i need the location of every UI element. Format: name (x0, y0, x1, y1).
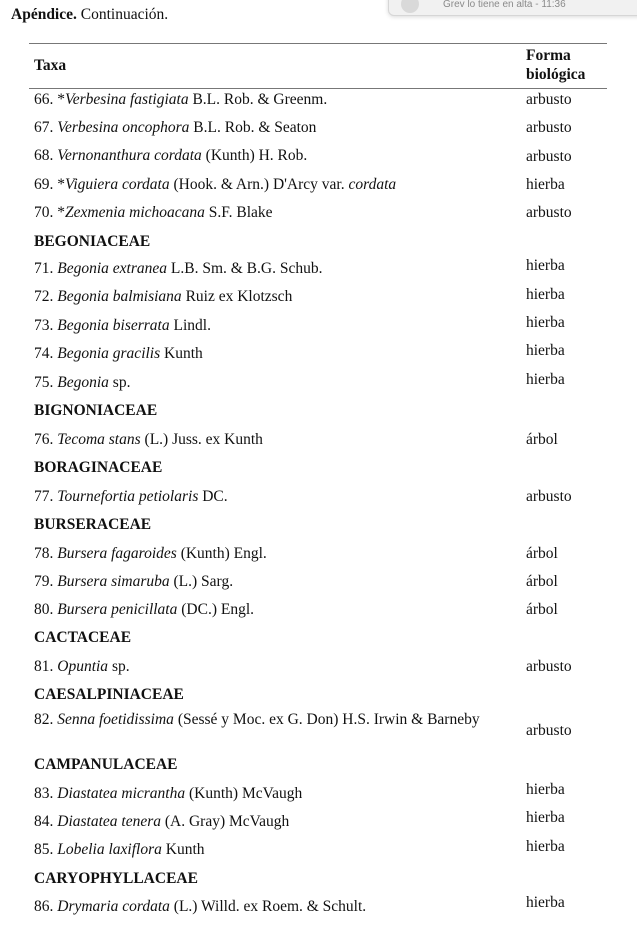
family-heading: BIGNONIACEAE (34, 402, 158, 419)
taxon-genus: Senna foetidissima (57, 711, 174, 728)
taxon-auth: (Kunth) H. Rob. (201, 147, 308, 164)
growth-form: hierba (526, 314, 565, 331)
taxon-row (34, 176, 396, 194)
growth-form: hierba (526, 176, 565, 193)
taxon-genus: Diastatea tenera (57, 813, 161, 830)
title-bold: Apéndice. (11, 6, 77, 23)
taxon-auth: Lindl. (169, 317, 211, 334)
growth-form: arbusto (526, 658, 572, 675)
growth-form: arbusto (526, 204, 572, 221)
family-heading: CAMPANULACEAE (34, 756, 178, 773)
taxon-auth: (L.) Juss. ex Kunth (140, 431, 263, 448)
taxon-genus: Verbesina fastigiata (65, 91, 189, 108)
page-title (11, 6, 168, 24)
taxon-num: 69. (34, 176, 58, 193)
taxon-genus: Verbesina oncophora (57, 119, 190, 136)
growth-form: árbol (526, 431, 558, 448)
taxon-auth: sp. (108, 374, 131, 391)
avatar-icon (401, 0, 419, 13)
taxon-num: 84. (34, 813, 58, 830)
taxon-row (34, 147, 307, 165)
taxon-num: 78. (34, 545, 58, 562)
taxon-auth: Kunth (161, 841, 205, 858)
taxon-pre: * (57, 204, 65, 221)
taxon-num: 79. (34, 573, 58, 590)
growth-form: hierba (526, 257, 565, 274)
taxon-genus: Begonia gracilis (57, 345, 161, 362)
taxon-genus: Bursera fagaroides (57, 545, 177, 562)
growth-form: arbusto (526, 488, 572, 505)
taxon-row (34, 785, 302, 803)
family-heading: CAESALPINIACEAE (34, 686, 184, 703)
family-heading: BEGONIACEAE (34, 233, 151, 250)
taxon-pre: * (57, 91, 65, 108)
family-heading: BURSERACEAE (34, 516, 152, 533)
taxon-row (34, 204, 273, 222)
taxon-num: 77. (34, 488, 58, 505)
taxon-row (34, 317, 211, 335)
growth-form: árbol (526, 545, 558, 562)
notification-text: Grev lo tiene en alta - 11:36 (443, 0, 566, 10)
taxon-auth: (DC.) Engl. (177, 601, 255, 618)
taxon-auth: Kunth (160, 345, 203, 362)
taxon-auth: (Sessé y Moc. ex G. Don) H.S. Irwin & Barneby (173, 711, 480, 728)
taxon-genus: Tecoma stans (57, 431, 141, 448)
growth-form: árbol (526, 601, 558, 618)
header-forma (526, 46, 585, 84)
taxon-num: 68. (34, 147, 58, 164)
taxon-genus: Begonia (57, 374, 109, 391)
taxon-genus: Begonia biserrata (57, 317, 170, 334)
family-heading: CACTACEAE (34, 629, 132, 646)
growth-form: arbusto (526, 91, 572, 108)
taxon-auth: (L.) Sarg. (169, 573, 234, 590)
growth-form: hierba (526, 781, 565, 798)
taxon-genus: Begonia balmisiana (57, 288, 182, 305)
taxon-num: 66. (34, 91, 58, 108)
taxon-num: 76. (34, 431, 58, 448)
growth-form: hierba (526, 342, 565, 359)
taxon-auth: B.L. Rob. & Greenm. (188, 91, 328, 108)
table-top-rule (29, 43, 607, 44)
family-heading: BORAGINACEAE (34, 459, 163, 476)
taxon-row (34, 345, 203, 363)
taxon-genus: Vernonanthura cordata (57, 147, 202, 164)
taxon-genus: Begonia extranea (57, 260, 168, 277)
taxon-num: 80. (34, 601, 58, 618)
taxon-auth: (Hook. & Arn.) D'Arcy var. (169, 176, 349, 193)
growth-form: hierba (526, 894, 565, 911)
taxon-row (34, 710, 484, 730)
taxon-num: 82. (34, 711, 58, 728)
growth-form: hierba (526, 286, 565, 303)
taxon-genus: Bursera simaruba (57, 573, 170, 590)
taxon-auth: B.L. Rob. & Seaton (189, 119, 317, 136)
taxon-row (34, 658, 130, 676)
taxon-row (34, 431, 263, 449)
growth-form: hierba (526, 838, 565, 855)
growth-form: arbusto (526, 722, 572, 739)
taxon-auth: DC. (198, 488, 228, 505)
taxon-num: 75. (34, 374, 58, 391)
growth-form: árbol (526, 573, 558, 590)
header-taxa: Taxa (34, 57, 67, 74)
taxon-genus: Lobelia laxiflora (57, 841, 162, 858)
taxon-num: 72. (34, 288, 58, 305)
notification-banner[interactable] (388, 0, 637, 16)
taxon-num: 85. (34, 841, 58, 858)
taxon-genus: Viguiera cordata (65, 176, 170, 193)
taxon-auth: (Kunth) Engl. (176, 545, 267, 562)
taxon-var: cordata (348, 176, 397, 193)
taxon-row (34, 488, 228, 506)
taxon-pre: * (57, 176, 65, 193)
taxon-auth: (L.) Willd. ex Roem. & Schult. (169, 898, 367, 915)
taxon-num: 67. (34, 119, 58, 136)
taxon-genus: Zexmenia michoacana (65, 204, 205, 221)
taxon-auth: sp. (108, 658, 130, 675)
taxon-row (34, 119, 316, 137)
taxon-row (34, 288, 292, 306)
taxon-auth: Ruiz ex Klotzsch (181, 288, 293, 305)
taxon-row (34, 841, 205, 859)
table-header-rule (29, 88, 607, 89)
taxon-auth: L.B. Sm. & B.G. Schub. (167, 260, 323, 277)
taxon-row (34, 573, 233, 591)
family-heading: CARYOPHYLLACEAE (34, 870, 198, 887)
taxon-row (34, 545, 267, 563)
header-forma-line1: Forma (526, 47, 571, 64)
taxon-row (34, 898, 366, 916)
taxon-num: 86. (34, 898, 58, 915)
growth-form: hierba (526, 809, 565, 826)
taxon-num: 83. (34, 785, 58, 802)
taxon-genus: Bursera penicillata (57, 601, 178, 618)
taxon-genus: Opuntia (57, 658, 109, 675)
taxon-auth: (A. Gray) McVaugh (161, 813, 290, 830)
taxon-num: 70. (34, 204, 58, 221)
taxon-row (34, 813, 289, 831)
taxon-num: 71. (34, 260, 58, 277)
taxon-row (34, 260, 322, 278)
taxon-num: 74. (34, 345, 58, 362)
taxon-auth: S.F. Blake (204, 204, 273, 221)
growth-form: arbusto (526, 148, 572, 165)
taxon-row (34, 91, 327, 109)
taxon-auth: (Kunth) McVaugh (185, 785, 303, 802)
taxon-row (34, 601, 254, 619)
taxon-genus: Drymaria cordata (57, 898, 170, 915)
header-forma-line2: biológica (526, 66, 586, 83)
title-rest: Continuación. (76, 6, 169, 23)
taxon-genus: Tournefortia petiolaris (57, 488, 199, 505)
taxon-row (34, 374, 130, 392)
growth-form: hierba (526, 371, 565, 388)
growth-form: arbusto (526, 119, 572, 136)
taxon-num: 73. (34, 317, 58, 334)
taxon-num: 81. (34, 658, 58, 675)
taxon-genus: Diastatea micrantha (57, 785, 186, 802)
